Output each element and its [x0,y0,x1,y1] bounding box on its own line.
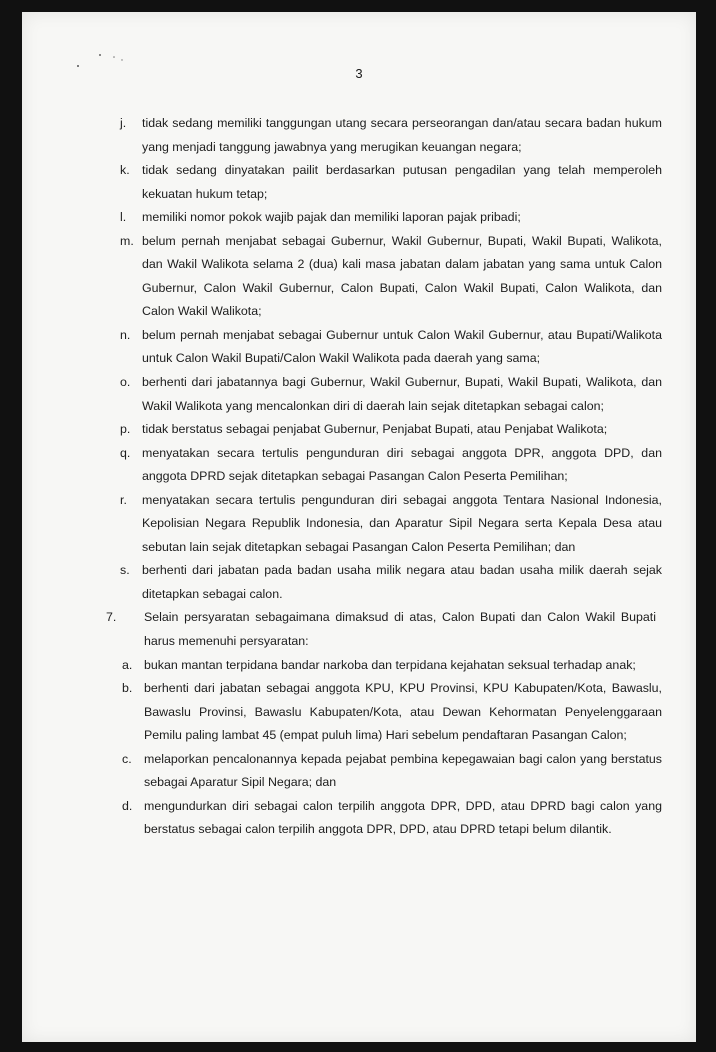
list-item [122,677,662,748]
list-text: tidak sedang dinyatakan pailit berdasarkan putusan pengadilan yang telah memperoleh kekuatan hukum tetap; [142,163,662,201]
list-marker: c. [122,751,132,766]
list-item [120,442,662,489]
list-marker: l. [120,210,127,225]
list-text: berhenti dari jabatannya bagi Gubernur, Wakil Gubernur, Bupati, Wakil Bupati, Walikota, dan Wakil Walikota yang mencalonkan diri di daerah lain sejak ditetapkan sebagai calon; [142,375,662,413]
list-item [122,748,662,795]
list-item [120,206,662,230]
list-marker: q. [120,445,131,460]
list-item [120,159,662,206]
list-item [120,371,662,418]
list-text: berhenti dari jabatan sebagai anggota KPU, KPU Provinsi, KPU Kabupaten/Kota, Bawaslu, Bawaslu Provinsi, Bawaslu Kabupaten/Kota, atau Dewan Kehormatan Penyelenggaraan Pemilu paling lambat 45 (empat puluh lima) Hari sebelum pendaftaran Pasangan Calon; [144,681,662,743]
list-marker: o. [120,375,131,390]
list-item [120,418,662,442]
document-body [22,112,696,842]
list-marker: n. [120,327,131,342]
document-page [22,12,696,1042]
list-marker: r. [120,492,127,507]
list-text: Selain persyaratan sebagaimana dimaksud di atas, Calon Bupati dan Calon Wakil Bupati harus memenuhi persyaratan: [144,610,656,649]
list-marker: m. [120,233,134,248]
list-text: tidak berstatus sebagai penjabat Gubernur, Penjabat Bupati, atau Penjabat Walikota; [142,422,608,437]
list-text: memiliki nomor pokok wajib pajak dan memiliki laporan pajak pribadi; [142,210,521,225]
list-marker: s. [120,563,130,578]
list-item [120,489,662,560]
list-marker: 7. [106,610,117,625]
list-marker: j. [120,116,127,130]
list-marker: d. [122,798,133,813]
list-text: belum pernah menjabat sebagai Gubernur, Wakil Gubernur, Bupati, Wakil Bupati, Walikota, dan Wakil Walikota selama 2 (dua) kali masa jabatan dalam jabatan yang sama untuk Calon Gubernur, Calon Wakil Gubernur, Calon Bupati, Calon Wakil Bupati, Calon Walikota, dan Calon Wakil Walikota; [142,233,662,319]
list-text: melaporkan pencalonannya kepada pejabat pembina kepegawaian bagi calon yang berstatus sebagai Aparatur Sipil Negara; dan [144,751,662,790]
list-text: mengundurkan diri sebagai calon terpilih anggota DPR, DPD, atau DPRD bagi calon yang berstatus sebagai calon terpilih anggota DPR, DPD, atau DPRD tetapi belum dilantik. [144,798,662,837]
list-text: tidak sedang memiliki tanggungan utang secara perseorangan dan/atau secara badan hukum yang menjadi tanggung jawabnya yang merugikan keuangan negara; [142,116,662,154]
list-text: menyatakan secara tertulis pengunduran diri sebagai anggota DPR, anggota DPD, dan anggota DPRD sejak ditetapkan sebagai Pasangan Calon Peserta Pemilihan; [142,445,662,484]
list-item [120,559,662,606]
requirements-list-b [22,654,696,842]
page-number: 3 [355,66,363,81]
list-text: menyatakan secara tertulis pengunduran diri sebagai anggota Tentara Nasional Indonesia, Kepolisian Negara Republik Indonesia, dan Aparatur Sipil Negara serta Kepala Desa atau sebutan lain sejak ditetapkan sebagai Pasangan Calon Peserta Pemilihan; dan [142,492,662,554]
list-marker: b. [122,681,133,696]
list-item [122,654,662,678]
list-item [120,230,662,324]
list-marker: p. [120,422,131,437]
list-marker: k. [120,163,130,178]
list-item [120,112,662,159]
list-text: bukan mantan terpidana bandar narkoba dan terpidana kejahatan seksual terhadap anak; [144,657,636,672]
list-text: belum pernah menjabat sebagai Gubernur untuk Calon Wakil Gubernur, atau Bupati/Walikota untuk Calon Wakil Bupati/Calon Wakil Walikota pada daerah yang sama; [142,327,662,366]
requirements-list-a [22,112,696,606]
list-item [120,324,662,371]
point-7 [106,606,656,653]
list-text: berhenti dari jabatan pada badan usaha milik negara atau badan usaha milik daerah sejak ditetapkan sebagai calon. [142,563,662,601]
list-marker: a. [122,657,133,672]
list-item [122,795,662,842]
